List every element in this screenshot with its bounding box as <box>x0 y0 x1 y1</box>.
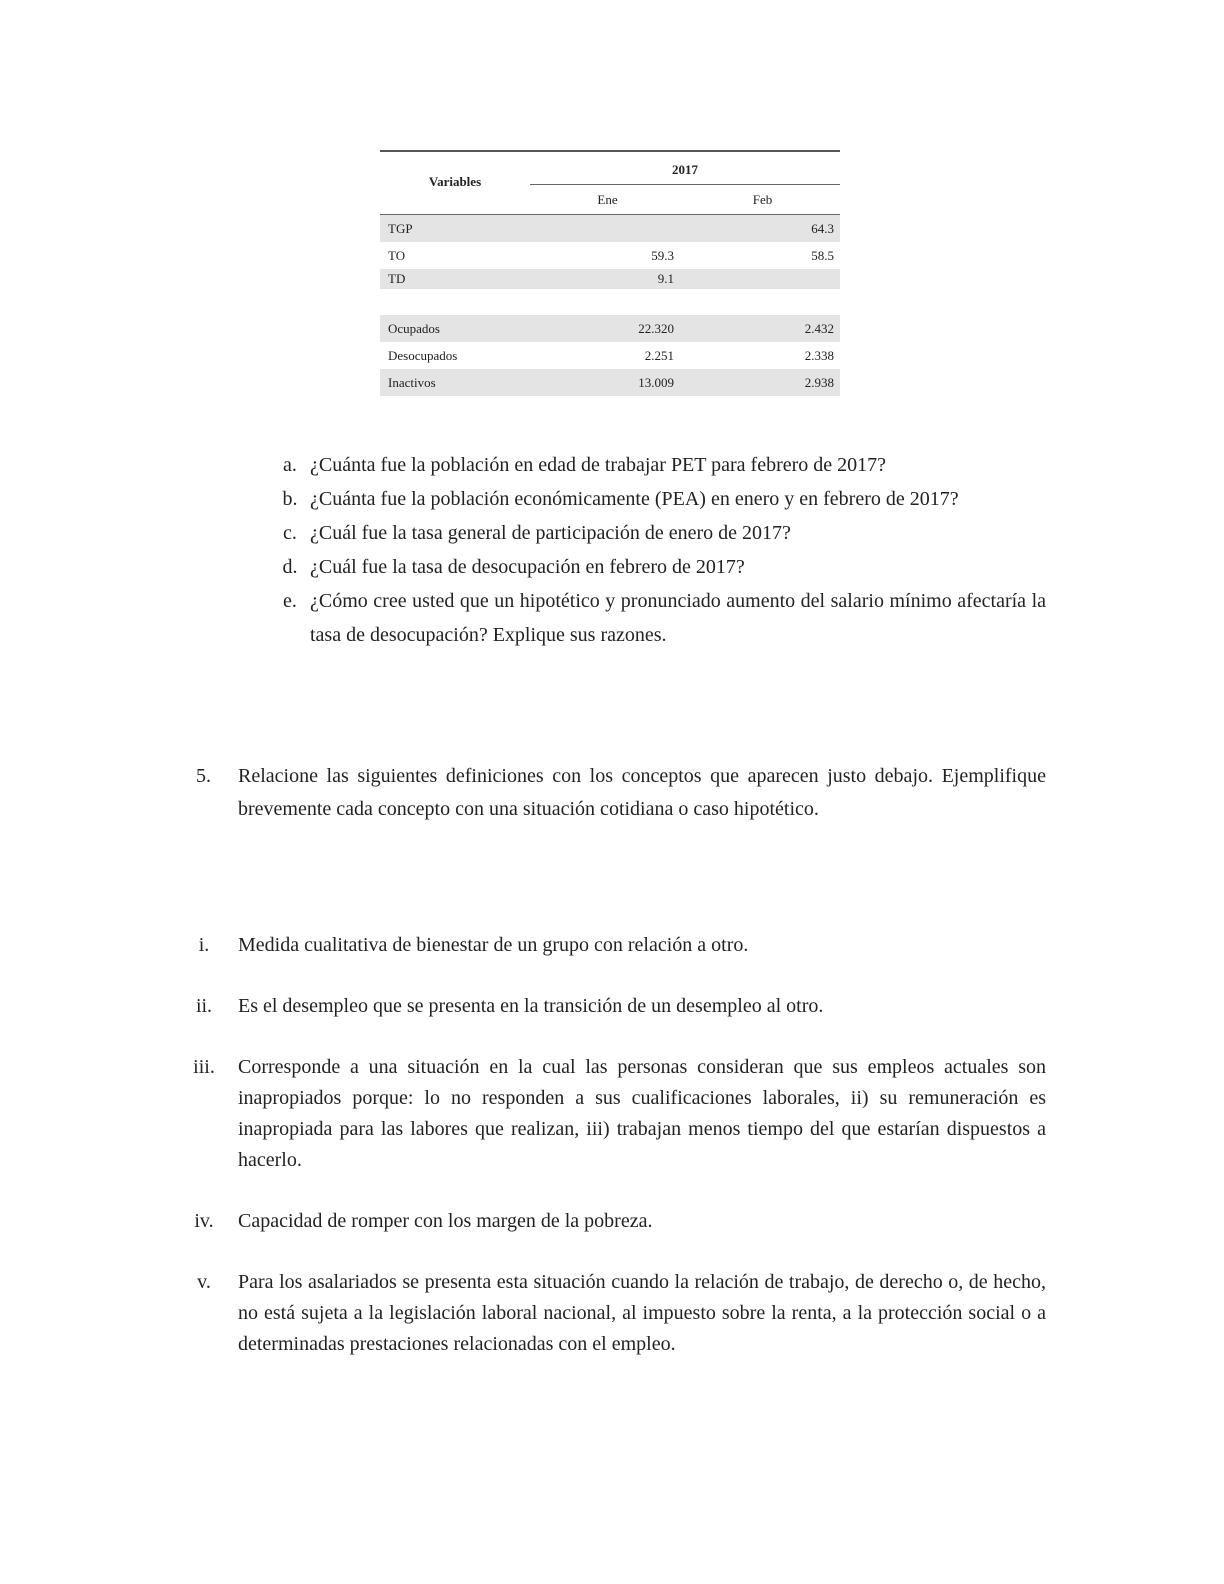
question-item <box>270 550 1046 584</box>
cell-feb: 2.338 <box>804 347 834 363</box>
definition-text: Capacidad de romper con los margen de la pobreza. <box>238 1210 653 1232</box>
cell-feb: 64.3 <box>811 220 834 236</box>
row-label: Ocupados <box>388 320 440 336</box>
definition-item <box>170 930 1046 961</box>
table-row <box>380 215 840 242</box>
question-item <box>270 482 1046 516</box>
section-number: 5. <box>196 765 211 787</box>
definition-text: Medida cualitativa de bienestar de un grupo con relación a otro. <box>238 934 749 956</box>
year-rule <box>530 184 840 185</box>
col-header-ene: Ene <box>597 192 618 207</box>
cell-ene: 2.251 <box>644 347 674 363</box>
definition-numeral: v. <box>197 1271 211 1293</box>
col-header-feb: Feb <box>752 192 773 207</box>
question-marker: a. <box>283 454 297 476</box>
table-row <box>380 269 840 289</box>
question-text: ¿Cuánta fue la población en edad de trabajar PET para febrero de 2017? <box>310 454 887 476</box>
year-header: 2017 <box>672 162 698 177</box>
cell-feb: 2.432 <box>804 320 834 336</box>
cell-ene: 59.3 <box>651 247 674 263</box>
section-5 <box>196 760 1046 826</box>
definition-list <box>170 930 1046 1390</box>
definition-numeral: iii. <box>193 1056 215 1078</box>
definition-item <box>170 991 1046 1022</box>
cell-ene: 9.1 <box>657 271 674 286</box>
question-text: ¿Cuál fue la tasa general de participación de enero de 2017? <box>310 522 791 544</box>
question-marker: e. <box>283 590 297 612</box>
question-text: ¿Cuál fue la tasa de desocupación en febrero de 2017? <box>310 556 745 578</box>
definition-text: Es el desempleo que se presenta en la transición de un desempleo al otro. <box>238 995 824 1017</box>
table-row <box>380 342 840 369</box>
question-item <box>270 584 1046 652</box>
definition-item <box>170 1052 1046 1176</box>
cell-feb: 2.938 <box>804 374 834 390</box>
definition-text: Para los asalariados se presenta esta situación cuando la relación de trabajo, de derecho o, de hecho, no está sujeta a la legislación laboral nacional, al impuesto sobre la renta, a la protección social o a determinadas prestaciones relacionadas con el empleo. <box>238 1271 1046 1355</box>
table-row <box>380 242 840 269</box>
definition-numeral: i. <box>198 934 210 956</box>
question-marker: d. <box>282 556 298 578</box>
row-label: Inactivos <box>388 374 436 390</box>
question-item <box>270 448 1046 482</box>
table-row <box>380 315 840 342</box>
section-instructions: Relacione las siguientes definiciones con los conceptos que aparecen justo debajo. Ejemplifique brevemente cada concepto con una situación cotidiana o caso hipotético. <box>238 765 1046 820</box>
row-label: TO <box>388 247 406 263</box>
cell-ene: 13.009 <box>638 374 674 390</box>
cell-feb: 58.5 <box>811 247 834 263</box>
definition-numeral: iv. <box>194 1210 214 1232</box>
cell-ene: 22.320 <box>638 320 674 336</box>
table-header <box>380 152 840 214</box>
table-row <box>380 369 840 396</box>
definition-numeral: ii. <box>195 995 213 1017</box>
row-label: TGP <box>388 220 413 236</box>
question-item <box>270 516 1046 550</box>
definition-text: Corresponde a una situación en la cual las personas consideran que sus empleos actuales son inapropiados porque: lo no responden a sus cualificaciones laborales, ii) su remuneración es inapropiada para las labores que realizan, iii) trabajan menos tiempo del que estarían dispuestos a hacerlo. <box>238 1056 1046 1171</box>
variables-header: Variables <box>428 174 482 189</box>
definition-item <box>170 1267 1046 1360</box>
definition-item <box>170 1206 1046 1237</box>
table-spacer <box>380 289 840 315</box>
question-marker: b. <box>282 488 298 510</box>
question-marker: c. <box>283 522 297 544</box>
question-text: ¿Cuánta fue la población económicamente (PEA) en enero y en febrero de 2017? <box>310 488 959 510</box>
row-label: TD <box>388 271 406 286</box>
data-table <box>380 150 840 396</box>
question-text: ¿Cómo cree usted que un hipotético y pronunciado aumento del salario mínimo afectaría la tasa de desocupación? Explique sus razones. <box>310 590 1046 646</box>
question-list <box>270 448 1046 652</box>
row-label: Desocupados <box>388 347 458 363</box>
